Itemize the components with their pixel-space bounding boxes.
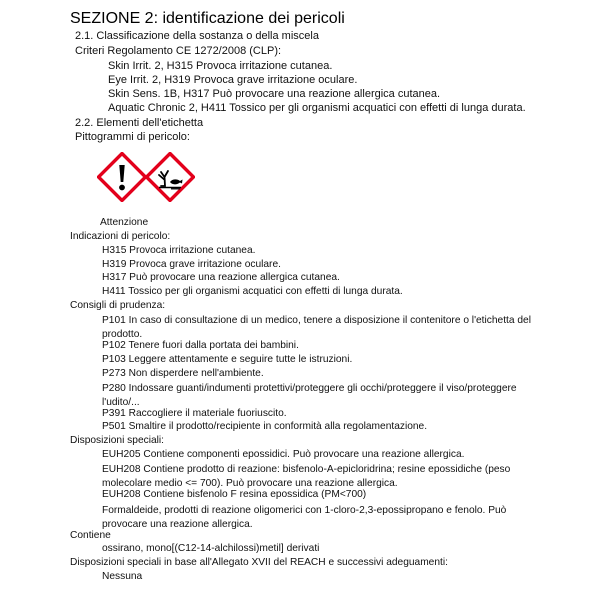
signal-word: Attenzione	[100, 217, 149, 228]
special-provision: EUH208 Contiene prodotto di reazione: bisfenolo-A-epicloridrina; resine epossidiche (peso molecolare medio <= 700). Può provocare una reazione allergica.	[102, 464, 511, 489]
special-provision: EUH205 Contiene componenti epossidici. Può provocare una reazione allergica.	[102, 449, 465, 460]
special-provision: EUH208 Contiene bisfenolo F resina epossidica (PM<700)	[102, 489, 367, 500]
precautionary-statement: P280 Indossare guanti/indumenti protettivi/proteggere gli occhi/proteggere il viso/proteggere l'udito/...	[102, 383, 517, 408]
precautionary-statement: P101 In caso di consultazione di un medico, tenere a disposizione il contenitore o l'etichetta del prodotto.	[102, 315, 531, 340]
precautionary-statements-label: Consigli di prudenza:	[70, 300, 166, 311]
classification-item: Aquatic Chronic 2, H411 Tossico per gli organismi acquatici con effetti di lunga durata.	[108, 102, 526, 114]
contains-value: ossirano, mono[(C12-14-alchilossi)metil] derivati	[102, 543, 320, 554]
subsection-2-2-heading: 2.2. Elementi dell'etichetta	[75, 117, 204, 129]
subsection-2-1-heading: 2.1. Classificazione della sostanza o della miscela	[75, 30, 319, 42]
hazard-statement: H317 Può provocare una reazione allergica cutanea.	[102, 272, 340, 283]
precautionary-statement: P501 Smaltire il prodotto/recipiente in conformità alla regolamentazione.	[102, 421, 428, 432]
hazard-statements-label: Indicazioni di pericolo:	[70, 231, 171, 242]
contains-label: Contiene	[70, 530, 111, 541]
hazard-statement: H315 Provoca irritazione cutanea.	[102, 245, 256, 256]
exclamation-mark-pictogram	[97, 152, 147, 202]
special-provision: Formaldeide, prodotti di reazione oligomerici con 1-cloro-2,3-epossipropano e fenolo. Può provocare una reazione allergica.	[102, 505, 507, 530]
pictograms-label: Pittogrammi di pericolo:	[75, 131, 190, 143]
hazard-statement: H319 Provoca grave irritazione oculare.	[102, 259, 281, 270]
classification-item: Skin Irrit. 2, H315 Provoca irritazione cutanea.	[108, 60, 333, 72]
environment-pictogram	[145, 152, 195, 202]
classification-item: Skin Sens. 1B, H317 Può provocare una reazione allergica cutanea.	[108, 88, 441, 100]
special-provisions-label: Disposizioni speciali:	[70, 435, 164, 446]
hazard-statement: H411 Tossico per gli organismi acquatici con effetti di lunga durata.	[102, 286, 403, 297]
section-title: SEZIONE 2: identificazione dei pericoli	[70, 10, 345, 27]
reach-provisions-label: Disposizioni speciali in base all'Allegato XVII del REACH e successivi adeguamenti:	[70, 557, 448, 568]
precautionary-statement: P103 Leggere attentamente e seguire tutte le istruzioni.	[102, 354, 353, 365]
reach-provisions-value: Nessuna	[102, 571, 143, 582]
precautionary-statement: P102 Tenere fuori dalla portata dei bambini.	[102, 340, 299, 351]
precautionary-statement: P391 Raccogliere il materiale fuoriuscito.	[102, 408, 287, 419]
clp-criteria-label: Criteri Regolamento CE 1272/2008 (CLP):	[75, 45, 282, 57]
precautionary-statement: P273 Non disperdere nell'ambiente.	[102, 368, 264, 379]
classification-item: Eye Irrit. 2, H319 Provoca grave irritazione oculare.	[108, 74, 358, 86]
